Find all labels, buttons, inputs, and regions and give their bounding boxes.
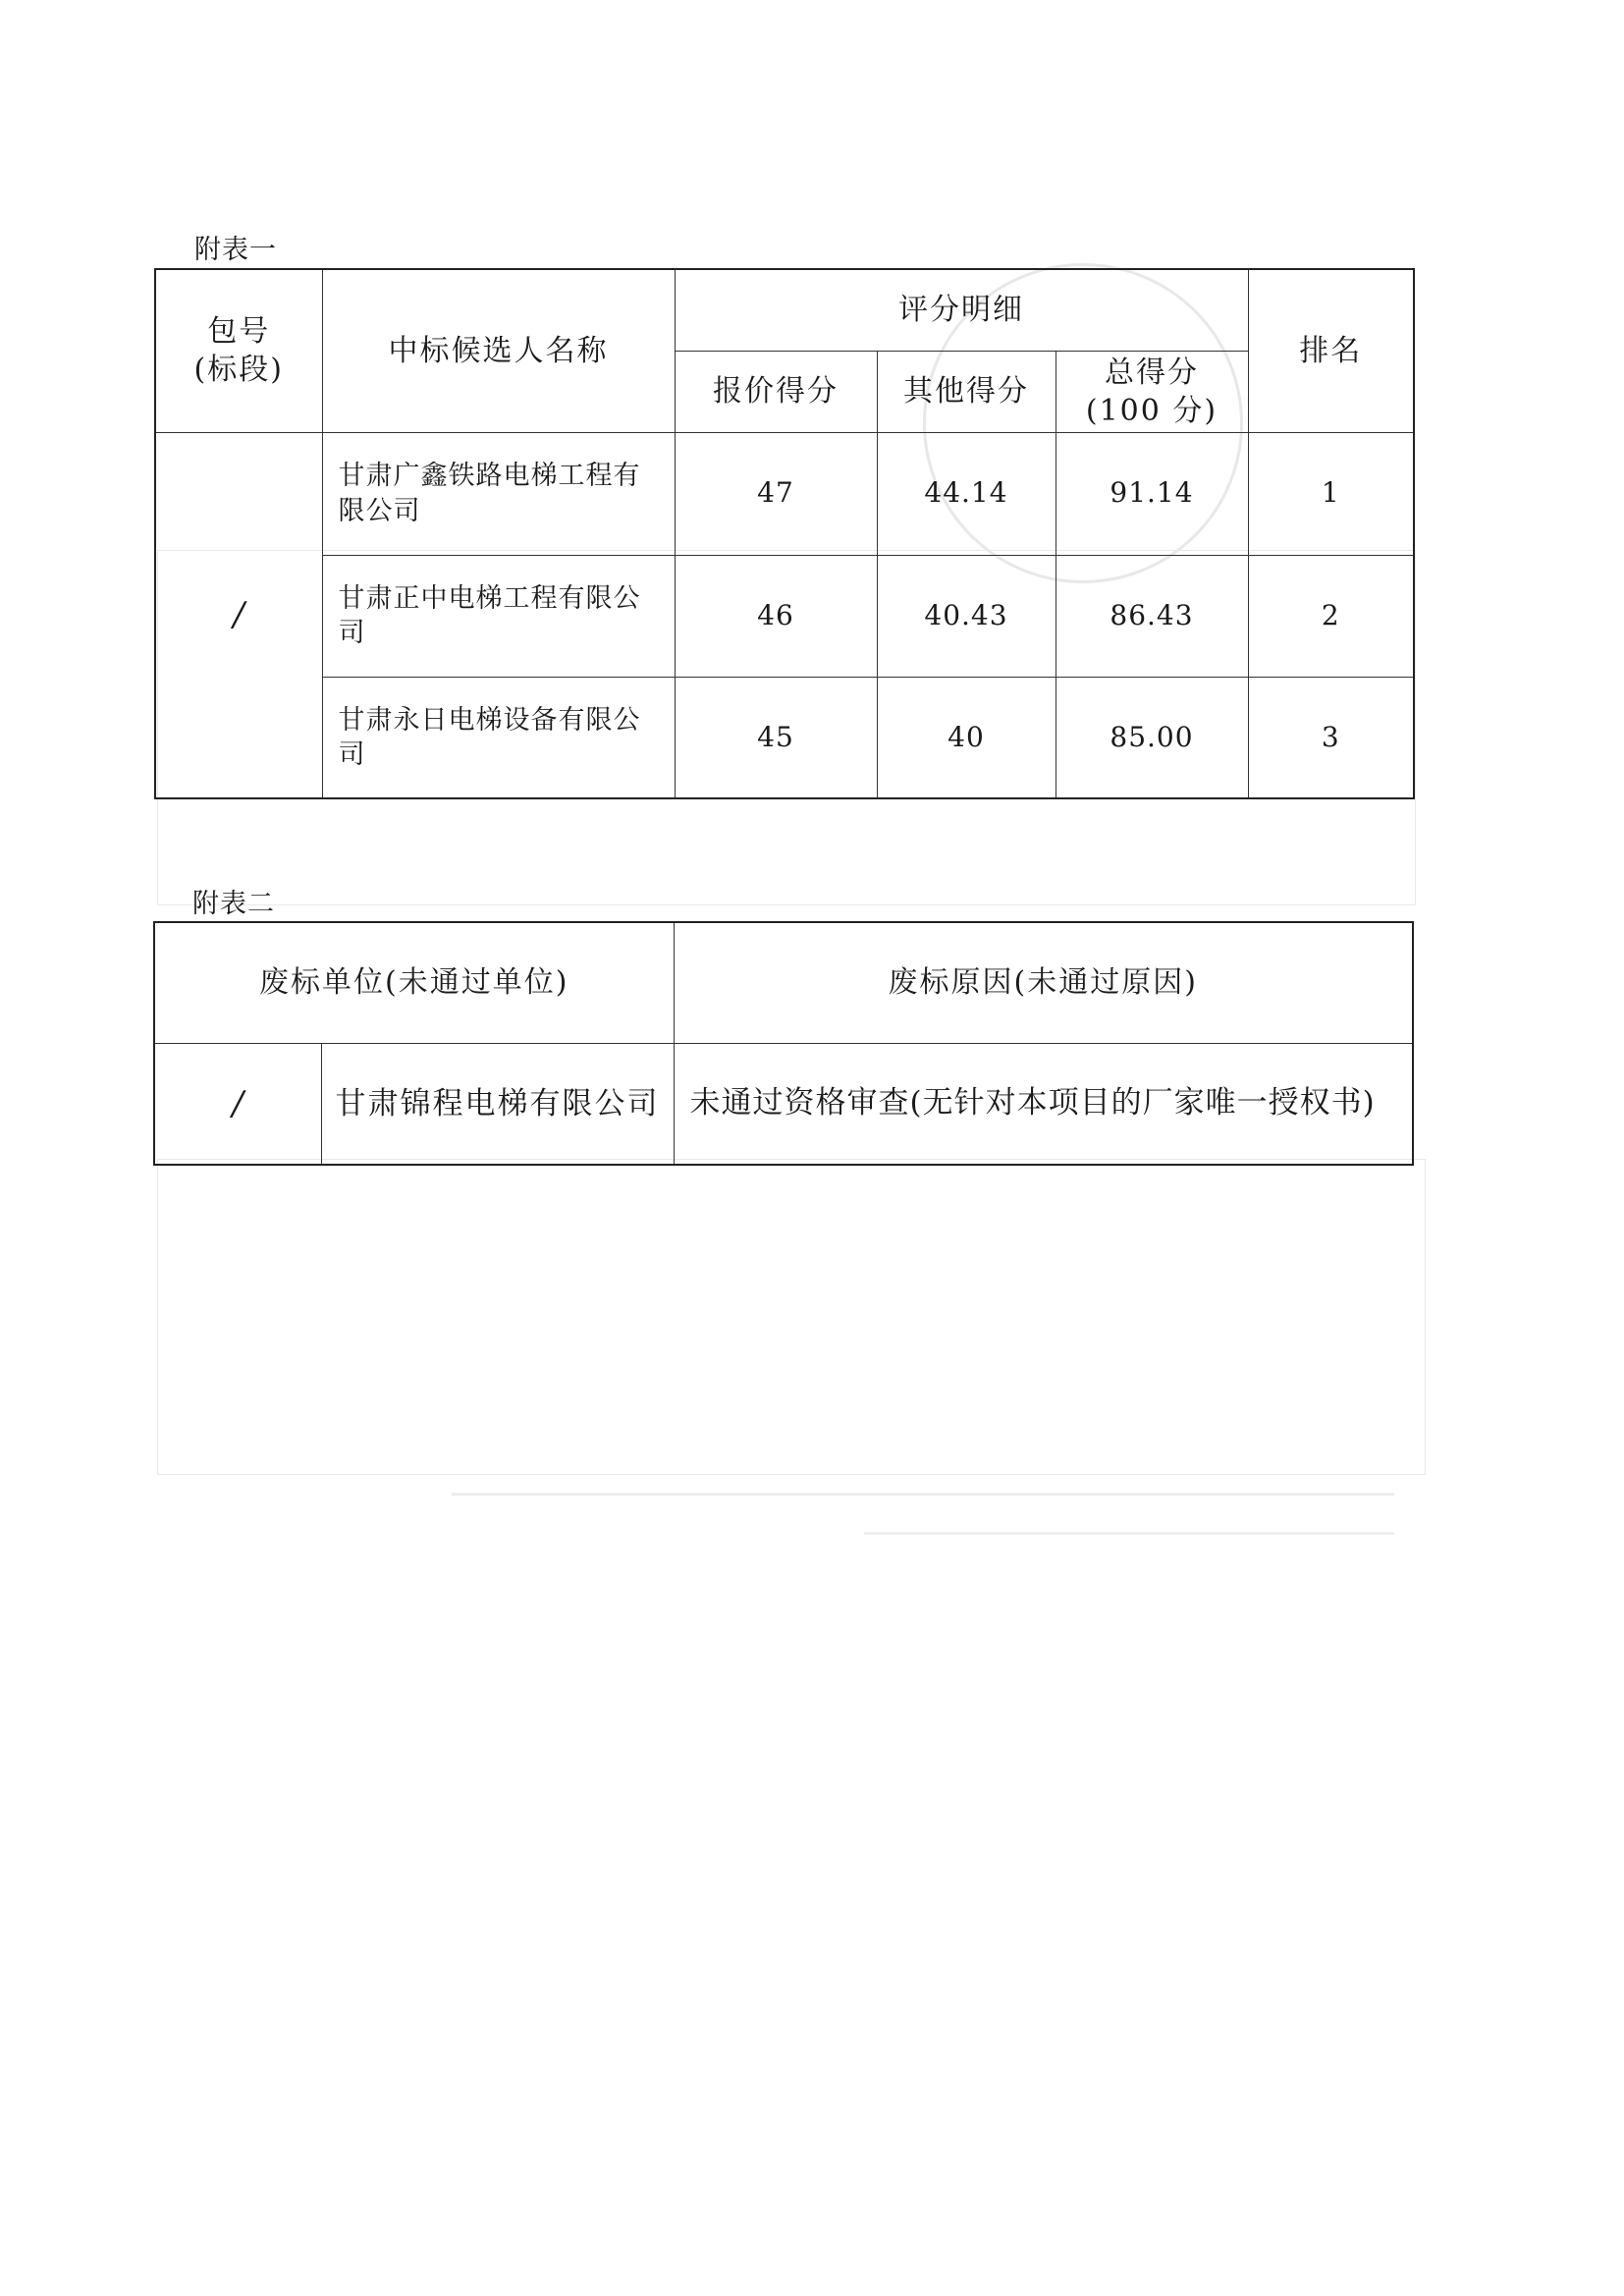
bleed-shadow [864,1532,1394,1535]
total-score-header-line1: 总得分 [1105,355,1199,390]
total-score-cell: 85.00 [1056,677,1248,798]
other-score-cell: 44.14 [877,432,1056,555]
candidate-score-table [154,268,1415,799]
table-header-row [154,922,1413,1043]
candidate-name-cell: 甘肃正中电梯工程有限公司 [322,555,675,677]
table-row [155,677,1414,798]
attachment1-caption: 附表一 [194,235,277,265]
score-detail-header: 评分明细 [675,269,1248,351]
other-score-cell: 40 [877,677,1056,798]
other-score-header: 其他得分 [877,351,1056,432]
failed-reason-cell: 未通过资格审查(无针对本项目的厂家唯一授权书) [674,1043,1413,1165]
rank-cell: 2 [1248,555,1414,677]
total-score-cell: 91.14 [1056,432,1248,555]
package-header-line2: (标段) [193,353,284,388]
package-header-line1: 包号 [207,314,271,350]
price-score-header: 报价得分 [675,351,877,432]
candidate-name-header: 中标候选人名称 [322,269,675,432]
bleed-shadow [452,1493,1394,1496]
candidate-name-cell: 甘肃永日电梯设备有限公司 [322,677,675,798]
price-score-cell: 46 [675,555,877,677]
rank-cell: 1 [1248,432,1414,555]
other-score-cell: 40.43 [877,555,1056,677]
price-score-cell: 45 [675,677,877,798]
table-header-row [155,269,1414,351]
total-score-cell: 86.43 [1056,555,1248,677]
rank-header: 排名 [1248,269,1414,432]
attachment2-caption: 附表二 [192,889,275,919]
package-header [155,269,322,432]
table-row [155,432,1414,555]
price-score-cell: 47 [675,432,877,555]
total-score-header [1056,351,1248,432]
failed-unit-header: 废标单位(未通过单位) [154,922,674,1043]
table-row [155,555,1414,677]
candidate-name-cell: 甘肃广鑫铁路电梯工程有限公司 [322,432,675,555]
total-score-header-line2: (100 分) [1085,393,1218,428]
table-row [154,1043,1413,1165]
failed-bid-table [153,921,1414,1166]
package-cell: / [154,1043,321,1165]
rank-cell: 3 [1248,677,1414,798]
failed-unit-name-cell: 甘肃锦程电梯有限公司 [321,1043,674,1165]
failed-reason-header: 废标原因(未通过原因) [674,922,1413,1043]
bleed-shadow [157,1159,1426,1475]
package-cell: / [155,432,322,798]
